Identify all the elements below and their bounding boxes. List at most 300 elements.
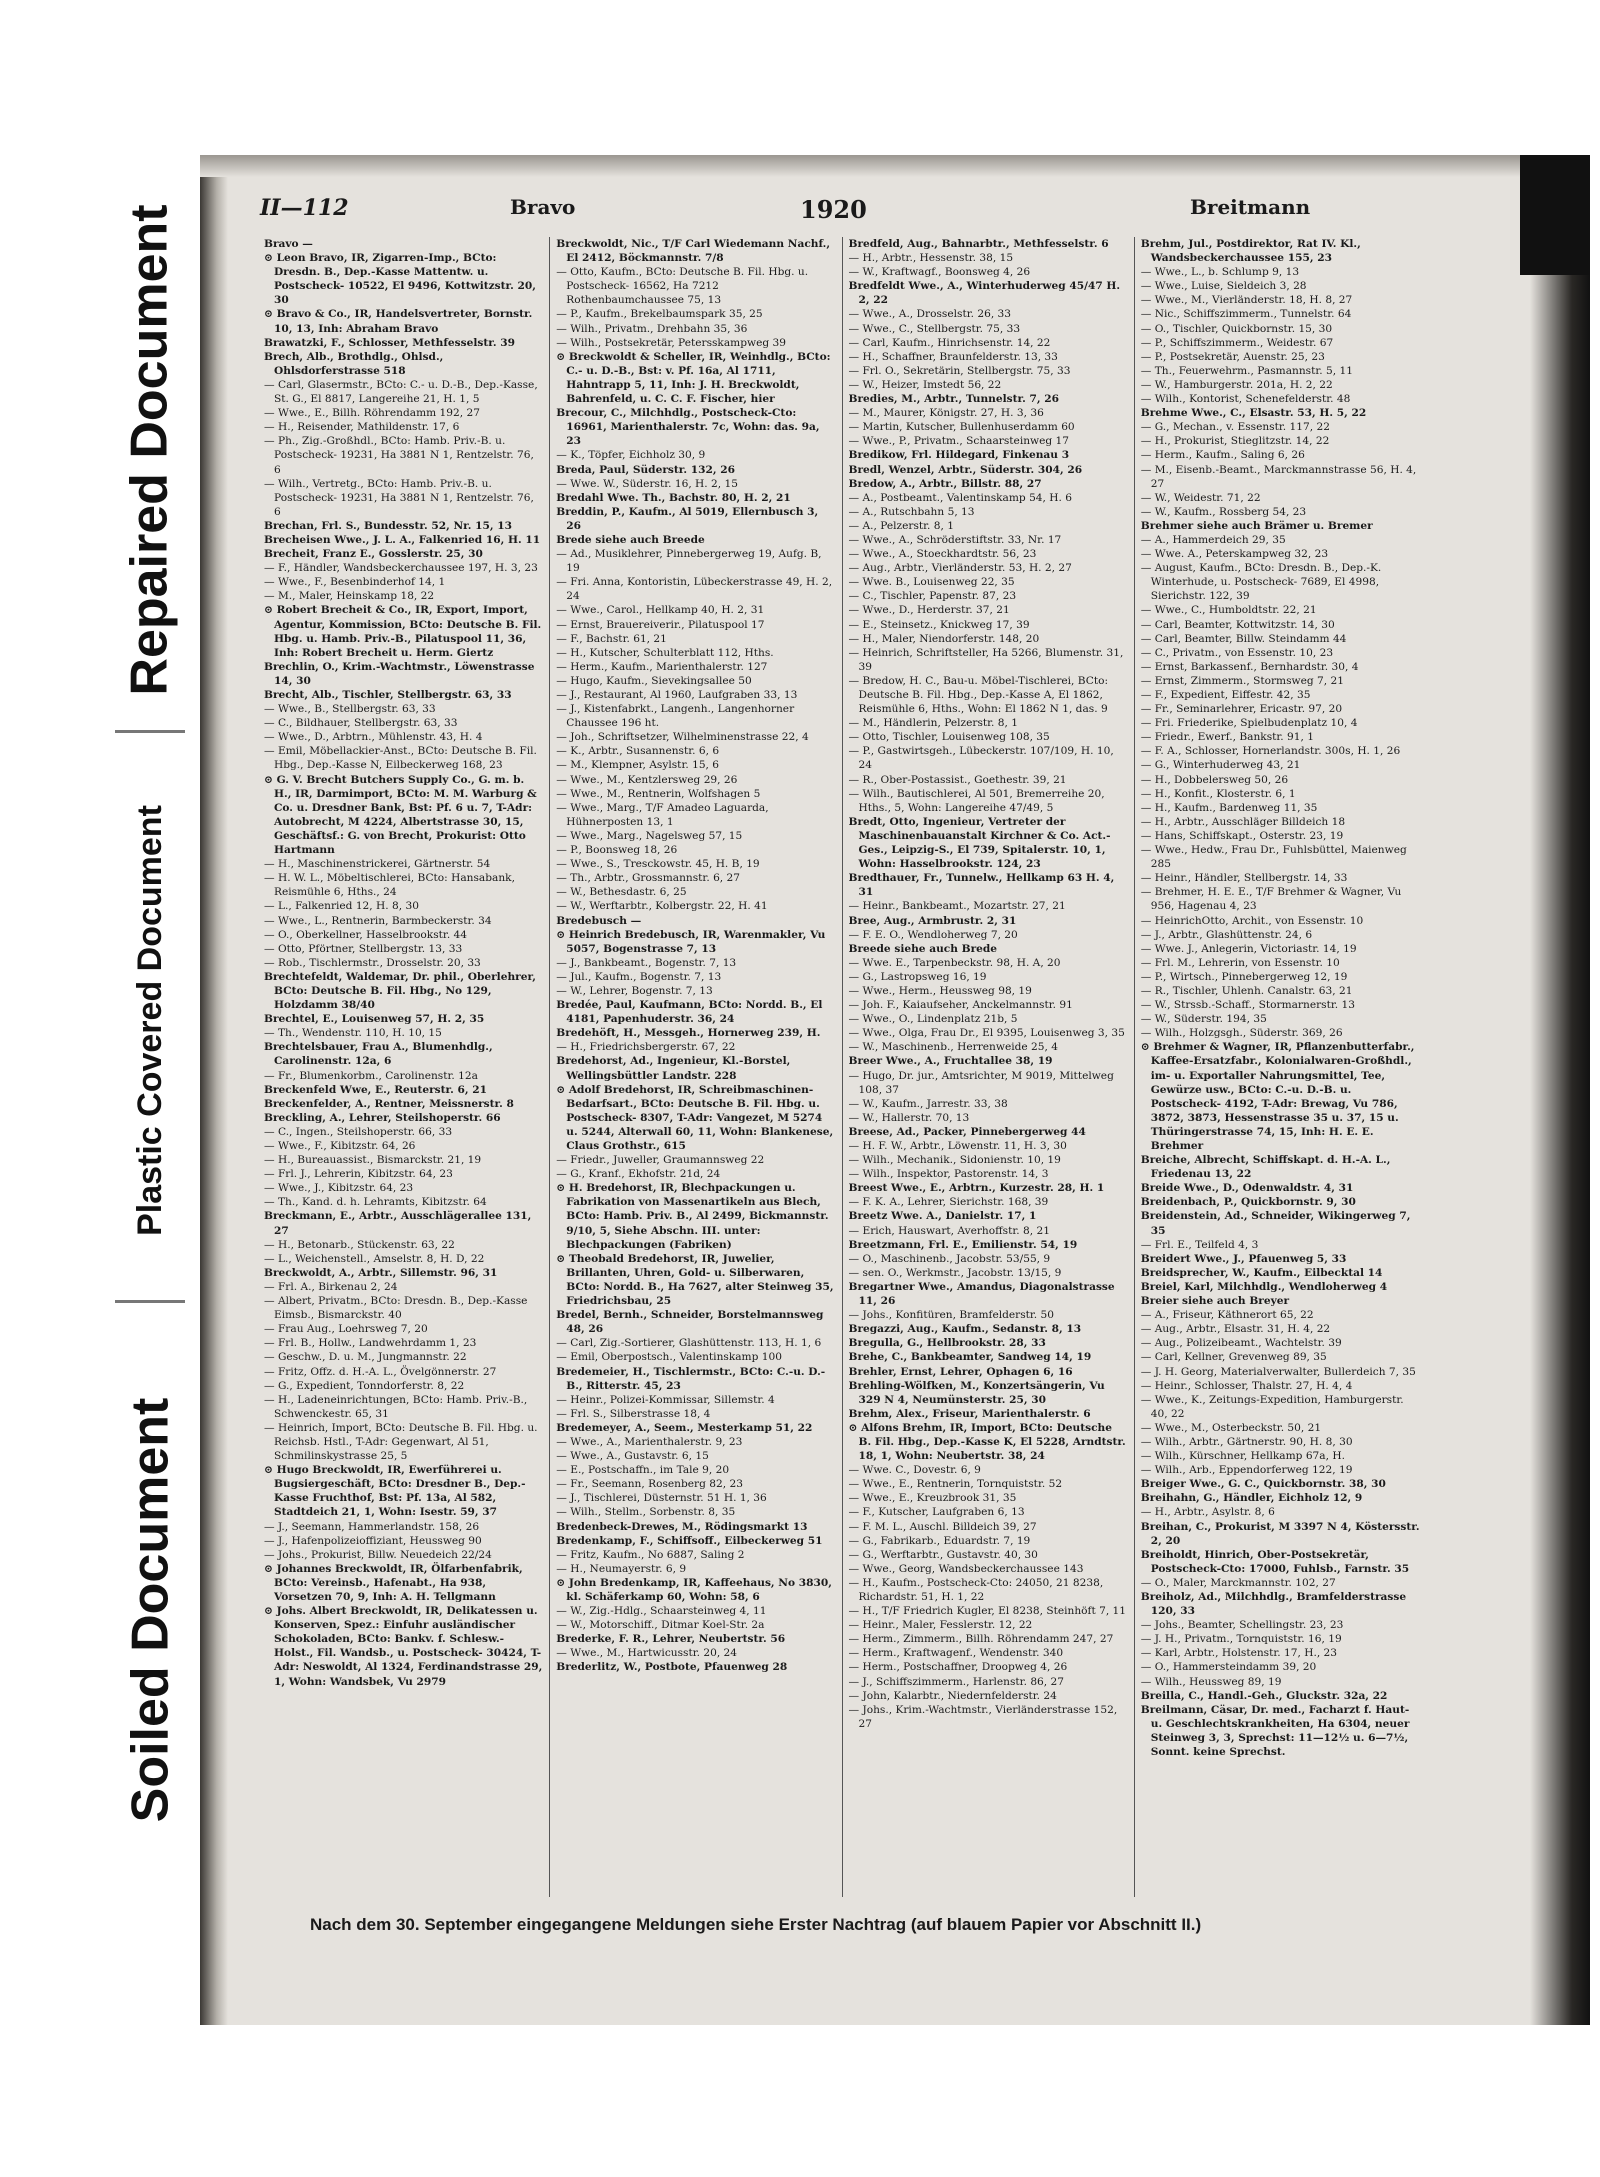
directory-entry: — Johs., Konfitüren, Bramfelderstr. 50	[848, 1309, 1055, 1322]
directory-entry: — O., Hammersteindamm 39, 20	[1140, 1661, 1317, 1674]
directory-entry: — Herm., Kaufm., Marienthalerstr. 127	[556, 660, 768, 673]
directory-entry: — Wwe., E., Kreuzbrook 31, 35	[848, 1492, 1017, 1505]
directory-entry: — Wwe., Hedw., Frau Dr., Fuhlsbüttel, Maienweg 285	[1140, 844, 1407, 871]
label-divider	[115, 730, 185, 733]
directory-entry: — J., Hafenpolizeioffiziant, Heussweg 90	[264, 1534, 482, 1547]
directory-entry: — G., Kranf., Ekhofstr. 21d, 24	[556, 1168, 721, 1181]
directory-entry: — Bredow, H. C., Bau-u. Möbel-Tischlerei, BCto: Deutsche B. Fil. Hbg., Dep.-Kasse A, El 1862, Reismühle 6, Hths., Wohn: El 1862 N 1, das. 9	[848, 674, 1109, 716]
directory-entry: ⊙ Adolf Bredehorst, IR, Schreibmaschinen-Bedarfsart., BCto: Deutsche B. Fil. Hbg. u. Postscheck- 8307, T-Adr: Vangezet, M 5274 u. 5244, Alterwall 60, 11, Wohn: Blankenese, Claus Grothstr., 615	[556, 1083, 834, 1152]
repaired-label-text: Repaired Document	[121, 204, 179, 696]
directory-entry: Brecht, Alb., Tischler, Stellbergstr. 63, 33	[264, 689, 512, 701]
directory-entry: — G., Winterhuderweg 43, 21	[1140, 759, 1301, 772]
directory-entry: Brecour, C., Milchhdlg., Postscheck-Cto: 16961, Marienthalerstr. 7c, Wohn: das. 9a, 23	[556, 407, 820, 448]
directory-entry: — K., Töpfer, Eichholz 30, 9	[556, 449, 706, 462]
directory-entry: — Wilh., Inspektor, Pastorenstr. 14, 3	[848, 1168, 1049, 1181]
directory-entry: Bregartner Wwe., Amandus, Diagonalstrasse 11, 26	[848, 1280, 1115, 1308]
page-top-edge	[200, 155, 1590, 177]
directory-entry: Breetzmann, Frl. E., Emilienstr. 54, 19	[848, 1238, 1078, 1251]
directory-entry: — Nic., Schiffszimmerm., Tunnelstr. 64	[1140, 308, 1352, 321]
directory-entry: — Herm., Kaufm., Saling 6, 26	[1140, 449, 1305, 462]
directory-entry: — W., Lehrer, Bogenstr. 7, 13	[556, 984, 713, 997]
directory-entry: — H. W. L., Möbeltischlerei, BCto: Hansabank, Reismühle 6, Hths., 24	[264, 872, 515, 899]
scanned-page	[200, 155, 1590, 2025]
directory-entry: Bredemeyer, A., Seem., Mesterkamp 51, 22	[556, 1421, 813, 1434]
directory-entry: Bravo —	[264, 238, 313, 250]
directory-entry: — O., Maler, Marckmannstr. 102, 27	[1140, 1576, 1336, 1589]
directory-entry: — Carl, Glasermstr., BCto: C.- u. D.-B., Dep.-Kasse, St. G., El 8817, Langereihe 21, H. 1, 5	[264, 378, 538, 406]
directory-entry: Breidert Wwe., J., Pfauenweg 5, 33	[1140, 1252, 1347, 1265]
directory-entry: — Wwe., S., Tresckowstr. 45, H. B, 19	[556, 858, 760, 871]
directory-entry: — F. E. O., Wendloherweg 7, 20	[848, 928, 1018, 941]
directory-entry: Brech, Alb., Brothdlg., Ohlsd., Ohlsdorferstrasse 518	[264, 350, 444, 377]
directory-entry: — Wilh., Bautischlerei, Al 501, Bremerreihe 20, Hths., 5, Wohn: Langereihe 47/49, 5	[848, 787, 1105, 814]
directory-entry: — Wwe., A., Marienthalerstr. 9, 23	[556, 1435, 743, 1448]
directory-entry: ⊙ Bravo & Co., IR, Handelsvertreter, Bornstr. 10, 13, Inh: Abraham Bravo	[264, 308, 533, 335]
directory-entry: — Ernst, Brauereiverir., Pilatuspool 17	[556, 618, 765, 631]
directory-entry: — Wwe., F., Kibitzstr. 64, 26	[264, 1140, 416, 1152]
directory-entry: — Fr., Seemann, Rosenberg 82, 23	[556, 1478, 743, 1491]
directory-entry: ⊙ Johannes Breckwoldt, IR, Ölfarbenfabrik, BCto: Vereinsb., Hafenabt., Ha 938, Vorsetzen 70, 9, Inh: A. H. Tellgmann	[264, 1562, 523, 1603]
directory-entry: Breese, Ad., Packer, Pinnebergerweg 44	[848, 1125, 1086, 1138]
dark-corner	[1520, 155, 1590, 275]
directory-entry: — W., Motorschiff., Ditmar Koel-Str. 2a	[556, 1619, 765, 1632]
directory-entry: — Wwe., E., Rentnerin, Tornquiststr. 52	[848, 1478, 1063, 1491]
directory-entry: — F. K. A., Lehrer, Sierichstr. 168, 39	[848, 1196, 1049, 1209]
directory-entry: — P., Boonsweg 18, 26	[556, 844, 678, 857]
directory-entry: — Otto, Tischler, Louisenweg 108, 35	[848, 731, 1050, 744]
directory-entry: — Hans, Schiffskapt., Osterstr. 23, 19	[1140, 829, 1344, 842]
directory-entry: — Wwe., D., Arbtrn., Mühlenstr. 43, H. 4	[264, 731, 483, 744]
directory-entry: Bregazzi, Aug., Kaufm., Sedanstr. 8, 13	[848, 1323, 1082, 1336]
directory-entry: — W., Maschinenb., Herrenweide 25, 4	[848, 1041, 1058, 1054]
directory-entry: ⊙ G. V. Brecht Butchers Supply Co., G. m. b. H., IR, Darmimport, BCto: M. M. Warburg & Co. u. Dresdner Bank, Bst: Pf. 6 u. 7, T-Adr: Autobrecht, M 4224, Albertstrasse 30, 15, Geschäftsf.: G. von Brecht, Prokurist: Otto Hartmann	[264, 773, 537, 857]
directory-entry: Breiche, Albrecht, Schiffskapt. d. H.-A. L., Friedenau 13, 22	[1140, 1154, 1391, 1181]
directory-entry: Brechtefeldt, Waldemar, Dr. phil., Oberlehrer, BCto: Deutsche B. Fil. Hbg., No 129, Holzdamm 38/40	[264, 970, 536, 1012]
directory-entry: — Wwe., Carol., Hellkamp 40, H. 2, 31	[556, 604, 765, 617]
directory-entry: — E., Steinsetz., Knickweg 17, 39	[848, 618, 1030, 631]
directory-entry: — W., Werftarbtr., Kolbergstr. 22, H. 41	[556, 900, 768, 913]
directory-entry: — Karl, Arbtr., Holstenstr. 17, H., 23	[1140, 1647, 1338, 1660]
directory-entry: — Herm., Postschaffner, Droopweg 4, 26	[848, 1661, 1068, 1674]
directory-entry: — Wwe., P., Privatm., Schaarsteinweg 17	[848, 435, 1070, 448]
column-3	[842, 237, 1134, 1897]
directory-entry: — G., Lastropsweg 16, 19	[848, 970, 987, 983]
directory-entry: — Emil, Oberpostsch., Valentinskamp 100	[556, 1351, 782, 1364]
directory-entry: — H., Kutscher, Schulterblatt 112, Hths.	[556, 646, 774, 659]
directory-entry: Breckwoldt, A., Arbtr., Sillemstr. 96, 31	[264, 1266, 498, 1279]
directory-entry: Bredahl Wwe. Th., Bachstr. 80, H. 2, 21	[556, 491, 791, 504]
directory-entry: — Th., Arbtr., Grossmannstr. 6, 27	[556, 872, 741, 885]
directory-entry: — Wwe., E., Billh. Röhrendamm 192, 27	[264, 407, 480, 420]
column-1	[258, 237, 549, 1897]
directory-entry: — Heinr., Maler, Fesslerstr. 12, 22	[848, 1619, 1033, 1632]
directory-entry: Brechtelsbauer, Frau A., Blumenhdlg., Carolinenstr. 12a, 6	[264, 1041, 493, 1068]
directory-entry: Breddin, P., Kaufm., Al 5019, Ellernbusch 3, 26	[556, 505, 819, 532]
directory-entry: — Wwe. W., Süderstr. 16, H. 2, 15	[556, 477, 738, 490]
directory-entry: — W., Hamburgerstr. 201a, H. 2, 22	[1140, 378, 1333, 391]
directory-entry: Brechtel, E., Louisenweg 57, H. 2, 35	[264, 1013, 485, 1026]
directory-entry: — W., Hallerstr. 70, 13	[848, 1111, 970, 1124]
directory-entry: — August, Kaufm., BCto: Dresdn. B., Dep.-K. Winterhude, u. Postscheck- 7689, El 4998, Sierichstr. 122, 39	[1140, 562, 1382, 603]
directory-entry: — P., Schiffszimmerm., Weidestr. 67	[1140, 336, 1334, 349]
directory-entry: — W., Zig.-Hdlg., Schaarsteinweg 4, 11	[556, 1605, 767, 1618]
directory-entry: ⊙ John Bredenkamp, IR, Kaffeehaus, No 3830, kl. Schäferkamp 60, Wohn: 58, 6	[556, 1576, 832, 1603]
directory-entry: ⊙ Breckwoldt & Scheller, IR, Weinhdlg., BCto: C.- u. D.-B., Bst: v. Pf. 16a, Al 1711, Hahntrapp 5, 11, Inh: J. H. Breckwoldt, Bahrenfeld, u. C. C. F. Fischer, hier	[556, 350, 831, 406]
directory-entry: — Fritz, Kaufm., No 6887, Saling 2	[556, 1548, 745, 1561]
soiled-document-label	[110, 1300, 190, 1920]
directory-entry: Brehmer siehe auch Brämer u. Bremer	[1140, 519, 1373, 532]
directory-entry: — Wwe., Luise, Sieldeich 3, 28	[1140, 280, 1307, 293]
directory-entry: — Herm., Zimmerm., Billh. Röhrendamm 247, 27	[848, 1633, 1114, 1646]
directory-entry: — L., Weichenstell., Amselstr. 8, H. D, 22	[264, 1252, 485, 1265]
directory-entry: — Heinr., Schlosser, Thalstr. 27, H. 4, 4	[1140, 1379, 1353, 1392]
directory-entry: Bredée, Paul, Kaufmann, BCto: Nordd. B., El 4181, Papenhuderstr. 36, 24	[556, 999, 823, 1026]
directory-entry: — Emil, Möbellackier-Anst., BCto: Deutsche B. Fil. Hbg., Dep.-Kasse N, Eilbeckerweg 168, 23	[264, 745, 537, 772]
directory-entry: — W., Süderstr. 194, 35	[1140, 1013, 1267, 1026]
directory-entry: — J., Restaurant, Al 1960, Laufgraben 33, 13	[556, 689, 798, 701]
directory-entry: — Wwe., M., Osterbeckstr. 50, 21	[1140, 1421, 1322, 1434]
directory-entry: — M., Eisenb.-Beamt., Marckmannstrasse 56, H. 4, 27	[1140, 463, 1417, 490]
directory-entry: Breiholdt, Hinrich, Ober-Postsekretär, Postscheck-Cto: 17000, Fuhlsb., Farnstr. 35	[1140, 1548, 1410, 1575]
directory-entry: — H., Arbtr., Asylstr. 8, 6	[1140, 1506, 1275, 1519]
directory-columns	[258, 237, 1426, 1897]
directory-entry: Bredehorst, Ad., Ingenieur, Kl.-Borstel, Wellingsbüttler Landstr. 228	[556, 1055, 791, 1082]
directory-entry: Breihahn, G., Händler, Eichholz 12, 9	[1140, 1492, 1363, 1505]
directory-entry: Bredl, Wenzel, Arbtr., Süderstr. 304, 26	[848, 463, 1083, 476]
directory-entry: — Wilh., Vertretg., BCto: Hamb. Priv.-B. u. Postscheck- 19231, Ha 3881 N 1, Rentzelstr. 76, 6	[264, 477, 534, 518]
directory-entry: — Erich, Hauswart, Averhoffstr. 8, 21	[848, 1224, 1050, 1237]
directory-entry: Brehe, C., Bankbeamter, Sandweg 14, 19	[848, 1351, 1092, 1364]
directory-entry: — Ph., Zig.-Großhdl., BCto: Hamb. Priv.-B. u. Postscheck- 19231, Ha 3881 N 1, Rentzelstr. 76, 6	[264, 435, 534, 476]
directory-entry: Breckmann, E., Arbtr., Ausschlägerallee 131, 27	[264, 1210, 532, 1237]
directory-entry: — R., Tischler, Uhlenh. Canalstr. 63, 21	[1140, 984, 1353, 997]
directory-entry: — Wwe., J., Kibitzstr. 64, 23	[264, 1182, 414, 1195]
directory-entry: — Joh., Schriftsetzer, Wilhelminenstrasse 22, 4	[556, 731, 809, 744]
directory-entry: — W., Weidestr. 71, 22	[1140, 491, 1261, 504]
directory-entry: — M., Maler, Heinskamp 18, 22	[264, 590, 435, 603]
directory-entry: Breide Wwe., D., Odenwaldstr. 4, 31	[1140, 1182, 1354, 1195]
directory-entry: — Wilh., Kürschner, Hellkamp 67a, H.	[1140, 1450, 1345, 1463]
directory-entry: — Wwe., A., Gustavstr. 6, 15	[556, 1450, 709, 1463]
directory-entry: Breckling, A., Lehrer, Steilshoperstr. 66	[264, 1111, 501, 1124]
directory-entry: ⊙ Hugo Breckwoldt, IR, Ewerführerei u. Bugsiergeschäft, BCto: Dresdner B., Dep.-Kasse Fruchthof, Bst: Pf. 13a, Al 582, Stadtdeich 21, 1, Wohn: Isestr. 59, 37	[264, 1464, 526, 1519]
directory-entry: — Wwe., M., Hartwicusstr. 20, 24	[556, 1647, 738, 1660]
directory-entry: — Wilh., Heussweg 89, 19	[1140, 1675, 1282, 1688]
directory-entry: — G., Mechan., v. Essenstr. 117, 22	[1140, 421, 1330, 434]
directory-entry: Brehling-Wölfken, M., Konzertsängerin, Vu 329 N 4, Neumünsterstr. 25, 30	[848, 1379, 1105, 1406]
directory-entry: — Wwe., M., Kentzlersweg 29, 26	[556, 773, 738, 786]
directory-entry: — J., Seemann, Hammerlandstr. 158, 26	[264, 1520, 480, 1533]
directory-entry: — G., Expedient, Tonndorferstr. 8, 22	[264, 1379, 465, 1392]
directory-entry: — Wilh., Postsekretär, Petersskampweg 39	[556, 336, 786, 349]
directory-entry: Brechan, Frl. S., Bundesstr. 52, Nr. 15, 13	[264, 519, 512, 532]
directory-entry: — H. F. W., Arbtr., Löwenstr. 11, H. 3, 30	[848, 1140, 1067, 1152]
directory-entry: — Wwe., K., Zeitungs-Expedition, Hamburgerstr. 40, 22	[1140, 1393, 1404, 1420]
directory-entry: — H., Dobbelersweg 50, 26	[1140, 773, 1289, 786]
directory-entry: — H., Betonarb., Stückenstr. 63, 22	[264, 1238, 455, 1251]
directory-entry: Bredenbeck-Drewes, M., Rödingsmarkt 13	[556, 1520, 808, 1533]
directory-entry: — Ad., Musiklehrer, Pinnebergerweg 19, Aufg. B, 19	[556, 548, 822, 575]
directory-entry: — Frl. B., Hollw., Landwehrdamm 1, 23	[264, 1337, 477, 1350]
directory-year: 1920	[800, 195, 867, 224]
directory-entry: — Carl, Kellner, Grevenweg 89, 35	[1140, 1351, 1327, 1364]
directory-entry: — Ernst, Zimmerm., Stormsweg 7, 21	[1140, 674, 1344, 687]
directory-entry: ⊙ H. Bredehorst, IR, Blechpackungen u. Fabrikation von Massenartikeln aus Blech, BCto: Hamb. Priv. B., Al 2499, Bickmannstr. 9/10, 5, Siehe Abschn. III. unter: Blechpackungen (Fabriken)	[556, 1182, 829, 1251]
directory-entry: — O., Tischler, Quickbornstr. 15, 30	[1140, 322, 1333, 335]
directory-entry: Breiholz, Ad., Milchhdlg., Bramfelderstrasse 120, 33	[1140, 1591, 1407, 1618]
directory-entry: — Wwe. A., Peterskampweg 32, 23	[1140, 548, 1329, 561]
directory-entry: — Wwe., Olga, Frau Dr., El 9395, Louisenweg 3, 35	[848, 1027, 1125, 1040]
directory-entry: Brecheisen Wwe., J. L. A., Falkenried 16, H. 11	[264, 533, 541, 546]
directory-entry: — A., Rutschbahn 5, 13	[848, 505, 975, 518]
directory-entry: — Brehmer, H. E. E., T/F Brehmer & Wagner, Vu 956, Hagenau 4, 23	[1140, 886, 1402, 913]
footer-note: Nach dem 30. September eingegangene Meldungen siehe Erster Nachtrag (auf blauem Papier vor Abschnitt II.)	[310, 1915, 1202, 1934]
directory-entry: — HeinrichOtto, Archit., von Essenstr. 10	[1140, 914, 1364, 927]
directory-entry: ⊙ Robert Brecheit & Co., IR, Export, Import, Agentur, Kommission, BCto: Deutsche B. Fil. Hbg. u. Hamb. Priv.-B., Pilatuspool 11, 36, Inh: Robert Brecheit u. Herm. Giertz	[264, 604, 542, 659]
directory-entry: ⊙ Theobald Bredehorst, IR, Juwelier, Brillanten, Uhren, Gold- u. Silberwaren, BCto: Nordd. B., Ha 7627, alter Steinweg 35, Friedrichsbau, 25	[556, 1252, 834, 1308]
directory-entry: — John, Kalarbtr., Niedernfelderstr. 24	[848, 1689, 1057, 1702]
directory-entry: Breidsprecher, W., Kaufm., Eilbecktal 14	[1140, 1266, 1383, 1279]
directory-entry: — Fri. Anna, Kontoristin, Lübeckerstrasse 49, H. 2, 24	[556, 576, 833, 603]
directory-entry: — Fr., Blumenkorbm., Carolinenstr. 12a	[264, 1069, 478, 1082]
directory-entry: — G., Werftarbtr., Gustavstr. 40, 30	[848, 1548, 1038, 1561]
directory-entry: — C., Privatm., von Essenstr. 10, 23	[1140, 646, 1334, 659]
directory-entry: — P., Postsekretär, Auenstr. 25, 23	[1140, 350, 1325, 363]
directory-entry: — A., Pelzerstr. 8, 1	[848, 519, 954, 532]
directory-entry: — Wilh., Privatm., Drehbahn 35, 36	[556, 322, 748, 335]
directory-entry: — Frl. S., Silberstrasse 18, 4	[556, 1407, 711, 1420]
directory-entry: — Th., Wendenstr. 110, H. 10, 15	[264, 1027, 442, 1040]
directory-entry: Bredebusch —	[556, 914, 642, 927]
directory-entry: — Johs., Beamter, Schellingstr. 23, 23	[1140, 1619, 1344, 1632]
directory-entry: Bredel, Bernh., Schneider, Borstelmannsweg 48, 26	[556, 1309, 824, 1336]
binding-shadow	[200, 155, 228, 2025]
directory-entry: — Carl, Beamter, Kottwitzstr. 14, 30	[1140, 618, 1335, 631]
directory-entry: Bredikow, Frl. Hildegard, Finkenau 3	[848, 449, 1070, 462]
directory-entry: — J. H. Georg, Materialverwalter, Bullerdeich 7, 35	[1140, 1365, 1416, 1378]
directory-entry: — Rob., Tischlermstr., Drosselstr. 20, 33	[264, 956, 481, 969]
directory-entry: Bredemeier, H., Tischlermstr., BCto: C.-u. D.-B., Ritterstr. 45, 23	[556, 1365, 826, 1392]
directory-entry: Breidenbach, P., Quickbornstr. 9, 30	[1140, 1196, 1356, 1209]
directory-entry: Breiger Wwe., G. C., Quickbornstr. 38, 30	[1140, 1478, 1386, 1491]
directory-entry: — Friedr., Juweller, Graumannsweg 22	[556, 1154, 765, 1167]
directory-entry: — H., Ladeneinrichtungen, BCto: Hamb. Priv.-B., Schwenckestr. 65, 31	[264, 1393, 528, 1420]
directory-entry: Bredfeldt Wwe., A., Winterhuderweg 45/47 H. 2, 22	[848, 280, 1121, 307]
directory-entry: Breest Wwe., E., Arbtrn., Kurzestr. 28, H. 1	[848, 1182, 1105, 1195]
directory-entry: Bredfeld, Aug., Bahnarbtr., Methfesselstr. 6	[848, 238, 1109, 250]
directory-entry: — Joh. F., Kaiaufseher, Anckelmannstr. 91	[848, 999, 1073, 1012]
directory-entry: — Wilh., Stellm., Sorbenstr. 8, 35	[556, 1506, 736, 1519]
directory-entry: — W., Kraftwagf., Boonsweg 4, 26	[848, 266, 1031, 279]
directory-entry: Breckwoldt, Nic., T/F Carl Wiedemann Nachf., El 2412, Böckmannstr. 7/8	[556, 238, 831, 265]
directory-entry: — H., Neumayerstr. 6, 9	[556, 1562, 687, 1575]
directory-entry: — Geschw., D. u. M., Jungmannstr. 22	[264, 1351, 467, 1364]
head-last-entry: Breitmann	[1190, 195, 1311, 219]
directory-entry: — Aug., Arbtr., Elsastr. 31, H. 4, 22	[1140, 1323, 1331, 1336]
directory-entry: — Hugo, Kaufm., Sievekingsallee 50	[556, 674, 752, 687]
directory-entry: — Wwe., Marg., Nagelsweg 57, 15	[556, 829, 743, 842]
directory-entry: Brechlin, O., Krim.-Wachtmstr., Löwenstrasse 14, 30	[264, 660, 535, 687]
directory-entry: — Heinr., Polizei-Kommissar, Sillemstr. 4	[556, 1393, 775, 1406]
directory-entry: — Th., Kand. d. h. Lehramts, Kibitzstr. 64	[264, 1196, 487, 1209]
directory-entry: — C., Ingen., Steilshoperstr. 66, 33	[264, 1125, 453, 1138]
directory-entry: — Fri. Friederike, Spielbudenplatz 10, 4	[1140, 717, 1358, 730]
directory-entry: — P., Wirtsch., Pinnebergerweg 12, 19	[1140, 970, 1348, 983]
directory-entry: — K., Arbtr., Susannenstr. 6, 6	[556, 745, 720, 758]
directory-entry: — F., Kutscher, Laufgraben 6, 13	[848, 1506, 1025, 1519]
column-2	[549, 237, 841, 1897]
directory-entry: — O., Maschinenb., Jacobstr. 53/55, 9	[848, 1252, 1051, 1265]
directory-entry: — Wwe., D., Herderstr. 37, 21	[848, 604, 1010, 617]
directory-entry: — L., Falkenried 12, H. 8, 30	[264, 900, 419, 913]
directory-entry: — Carl, Kaufm., Hinrichsenstr. 14, 22	[848, 336, 1051, 349]
directory-entry: — Wwe., B., Stellbergstr. 63, 33	[264, 703, 436, 716]
directory-entry: — H., Arbtr., Ausschläger Billdeich 18	[1140, 815, 1346, 828]
directory-entry: Bredt, Otto, Ingenieur, Vertreter der Maschinenbauanstalt Kirchner & Co. Act.-Ges., Leipzig-S., El 739, Spitalerstr. 10, 1, Wohn: Hasselbrookstr. 124, 23	[848, 815, 1111, 871]
directory-entry: — J., Schiffszimmerm., Harlenstr. 86, 27	[848, 1675, 1065, 1688]
directory-entry: Bregulla, G., Hellbrookstr. 28, 33	[848, 1337, 1046, 1350]
directory-entry: — Carl, Beamter, Billw. Steindamm 44	[1140, 632, 1347, 645]
directory-entry: Brehme Wwe., C., Elsastr. 53, H. 5, 22	[1140, 407, 1367, 420]
directory-entry: ⊙ Johs. Albert Breckwoldt, IR, Delikatessen u. Konserven, Spez.: Einfuhr ausländischer Schokoladen, BCto: Bankv. f. Schlesw.-Holst., Fil. Wandsb., u. Postscheck- 30424, T-Adr: Neswoldt, Al 1324, Ferdinandstrasse 29, 1, Wohn: Wandsbek, Vu 2979	[264, 1605, 543, 1688]
page-number: II—112	[260, 195, 349, 221]
directory-entry: — Hugo, Dr. jur., Amtsrichter, M 9019, Mittelweg 108, 37	[848, 1069, 1114, 1096]
directory-entry: — Th., Feuerwehrm., Pasmannstr. 5, 11	[1140, 364, 1353, 377]
directory-entry: — F., Händler, Wandsbeckerchaussee 197, H. 3, 23	[264, 562, 538, 575]
directory-entry: — W., Heizer, Imstedt 56, 22	[848, 378, 1002, 391]
directory-entry: — Martin, Kutscher, Bullenhuserdamm 60	[848, 421, 1075, 434]
directory-entry: Brederke, F. R., Lehrer, Neubertstr. 56	[556, 1633, 786, 1646]
directory-entry: — E., Postschaffn., im Tale 9, 20	[556, 1464, 730, 1477]
directory-entry: — Wilh., Kontorist, Schenefelderstr. 48	[1140, 393, 1351, 406]
directory-entry: — H., Konfit., Klosterstr. 6, 1	[1140, 787, 1296, 800]
directory-entry: — Friedr., Ewerf., Bankstr. 91, 1	[1140, 731, 1314, 744]
directory-entry: — Wwe. B., Louisenweg 22, 35	[848, 576, 1015, 589]
directory-entry: — Wwe., M., Rentnerin, Wolfshagen 5	[556, 787, 761, 800]
directory-entry: — F., Bachstr. 61, 21	[556, 632, 667, 645]
directory-entry: — Wilh., Arbtr., Gärtnerstr. 90, H. 8, 30	[1140, 1435, 1353, 1448]
directory-entry: Breilla, C., Handl.-Geh., Gluckstr. 32a, 22	[1140, 1689, 1388, 1702]
directory-entry: — Heinrich, Import, BCto: Deutsche B. Fil. Hbg. u. Reichsb. Hstl., T-Adr: Gegenwart, Al 51, Schmilinskystrasse 25, 5	[264, 1421, 538, 1463]
plastic-label-text: Plastic Covered Document	[130, 804, 169, 1236]
directory-entry: — Wilh., Mechanik., Sidonienstr. 10, 19	[848, 1154, 1061, 1167]
directory-entry: — H., Friedrichsbergerstr. 67, 22	[556, 1041, 736, 1054]
directory-entry: — Fr., Seminarlehrer, Ericastr. 97, 20	[1140, 703, 1343, 716]
column-4	[1134, 237, 1426, 1897]
directory-entry: — Wilh., Holzgsgh., Süderstr. 369, 26	[1140, 1027, 1343, 1040]
directory-entry: Bree, Aug., Armbrustr. 2, 31	[848, 914, 1017, 927]
directory-entry: — Otto, Kaufm., BCto: Deutsche B. Fil. Hbg. u. Postscheck- 16562, Ha 7212 Rothenbaumchaussee 75, 13	[556, 266, 809, 307]
directory-entry: — M., Klempner, Asylstr. 15, 6	[556, 759, 720, 772]
directory-entry: — Herm., Kraftwagenf., Wendenstr. 340	[848, 1647, 1064, 1660]
directory-entry: — H., Prokurist, Stieglitzstr. 14, 22	[1140, 435, 1330, 448]
directory-entry: Bredehöft, H., Messgeh., Hornerweg 239, H.	[556, 1027, 821, 1040]
running-head	[260, 195, 1420, 225]
directory-entry: — Wwe., Herm., Heussweg 98, 19	[848, 984, 1032, 997]
directory-entry: — C., Bildhauer, Stellbergstr. 63, 33	[264, 717, 458, 730]
directory-entry: — J., Tischlerei, Düsternstr. 51 H. 1, 36	[556, 1492, 767, 1505]
directory-entry: — Johs., Krim.-Wachtmstr., Vierländerstrasse 152, 27	[848, 1703, 1118, 1730]
directory-entry: — Frl. A., Birkenau 2, 24	[264, 1280, 398, 1293]
directory-entry: — Heinr., Bankbeamt., Mozartstr. 27, 21	[848, 900, 1066, 913]
directory-entry: — Wwe., Georg, Wandsbeckerchaussee 143	[848, 1562, 1084, 1575]
directory-entry: Brehm, Jul., Postdirektor, Rat IV. Kl., Wandsbeckerchaussee 155, 23	[1140, 238, 1361, 265]
directory-entry: Bredenkamp, F., Schiffsoff., Eilbeckerweg 51	[556, 1534, 823, 1547]
directory-entry: — H., Reisender, Mathildenstr. 17, 6	[264, 421, 460, 434]
directory-entry: — F. M. L., Auschl. Billdeich 39, 27	[848, 1520, 1037, 1533]
directory-entry: Brede siehe auch Breede	[556, 533, 705, 546]
head-first-entry: Bravo	[510, 195, 576, 219]
directory-entry: ⊙ Leon Bravo, IR, Zigarren-Imp., BCto: Dresdn. B., Dep.-Kasse Mattentw. u. Postscheck- 10522, El 9496, Kottwitzstr. 20, 30	[264, 252, 536, 307]
directory-entry: — A., Postbeamt., Valentinskamp 54, H. 6	[848, 491, 1072, 504]
plastic-covered-document-label	[110, 740, 190, 1300]
directory-entry: Brawatzki, F., Schlosser, Methfesselstr. 39	[264, 336, 515, 349]
directory-entry: — Wwe., L., Rentnerin, Barmbeckerstr. 34	[264, 914, 492, 927]
repaired-document-label	[110, 180, 190, 720]
directory-entry: Breda, Paul, Süderstr. 132, 26	[556, 463, 735, 476]
directory-entry: Breihan, C., Prokurist, M 3397 N 4, Köstersstr. 2, 20	[1140, 1520, 1420, 1547]
directory-entry: Breer Wwe., A., Fruchtallee 38, 19	[848, 1055, 1053, 1068]
directory-entry: — Johs., Prokurist, Billw. Neuedeich 22/24	[264, 1548, 492, 1561]
directory-entry: — Wwe., O., Lindenplatz 21b, 5	[848, 1013, 1018, 1026]
directory-entry: — M., Maurer, Königstr. 27, H. 3, 36	[848, 407, 1044, 420]
directory-entry: — O., Oberkellner, Hasselbrookstr. 44	[264, 928, 468, 941]
directory-entry: — W., Strssb.-Schaff., Stormarnerstr. 13	[1140, 999, 1355, 1012]
directory-entry: — F., Expedient, Eiffestr. 42, 35	[1140, 689, 1311, 701]
directory-entry: Brecheit, Franz E., Gosslerstr. 25, 30	[264, 548, 483, 561]
directory-entry: — Wwe., Marg., T/F Amadeo Laguarda, Hühnerposten 13, 1	[556, 801, 769, 828]
page-right-edge	[1530, 155, 1590, 2025]
directory-entry: Breilmann, Cäsar, Dr. med., Facharzt f. Haut- u. Geschlechtskrankheiten, Ha 6304, neuer Steinweg 3, 3, Sprechst: 11—12½ u. 6—7½, Sonnt. keine Sprechst.	[1140, 1703, 1410, 1759]
directory-entry: — R., Ober-Postassist., Goethestr. 39, 21	[848, 773, 1067, 786]
directory-entry: — H., Kaufm., Bardenweg 11, 35	[1140, 801, 1318, 814]
directory-entry: — Wwe., L., b. Schlump 9, 13	[1140, 266, 1300, 279]
directory-entry: — Fritz, Offz. d. H.-A. L., Övelgönnerstr. 27	[264, 1365, 497, 1378]
directory-entry: — Albert, Privatm., BCto: Dresdn. B., Dep.-Kasse Eimsb., Bismarckstr. 40	[264, 1295, 528, 1322]
directory-entry: — Wwe., F., Besenbinderhof 14, 1	[264, 576, 446, 589]
directory-entry: — A., Friseur, Käthnerort 65, 22	[1140, 1309, 1314, 1322]
directory-entry: — Aug., Arbtr., Vierländerstr. 53, H. 2, 27	[848, 562, 1072, 575]
directory-entry: — H., Schaffner, Braunfelderstr. 13, 33	[848, 350, 1058, 363]
directory-entry: Brehm, Alex., Friseur, Marienthalerstr. 6	[848, 1407, 1091, 1420]
directory-entry: — H., T/F Friedrich Kugler, El 8238, Steinhöft 7, 11	[848, 1605, 1127, 1618]
directory-entry: — C., Tischler, Papenstr. 87, 23	[848, 590, 1017, 603]
directory-entry: — Wwe., C., Humboldtstr. 22, 21	[1140, 604, 1317, 617]
directory-entry: Breckenfelder, A., Rentner, Meissnerstr. 8	[264, 1097, 514, 1110]
directory-entry: — J., Bankbeamt., Bogenstr. 7, 13	[556, 956, 737, 969]
directory-entry: Breiel, Karl, Milchhdlg., Wendloherweg 4	[1140, 1280, 1388, 1293]
directory-entry: — Jul., Kaufm., Bogenstr. 7, 13	[556, 970, 722, 983]
directory-entry: — G., Fabrikarb., Eduardstr. 7, 19	[848, 1534, 1031, 1547]
directory-entry: ⊙ Brehmer & Wagner, IR, Pflanzenbutterfabr., Kaffee-Ersatzfabr., Kolonialwaren-Großhdl., im- u. Exportaller Nahrungsmittel, Tee, Gewürze usw., BCto: C.-u. D.-B. u. Postscheck- 4192, T-Adr: Brewag, Vu 786, 3872, 3873, Hessenstrasse 35 u. 37, 15 u. Thüringerstrasse 74, 15, Inh: H. E. E. Brehmer	[1140, 1041, 1415, 1152]
directory-entry: — W., Kaufm., Rossberg 54, 23	[1140, 505, 1307, 518]
directory-entry: ⊙ Heinrich Bredebusch, IR, Warenmakler, Vu 5057, Bogenstrasse 7, 13	[556, 928, 826, 955]
directory-entry: — Wwe., M., Vierländerstr. 18, H. 8, 27	[1140, 294, 1353, 307]
directory-entry: — H., Kaufm., Postscheck-Cto: 24050, 21 8238, Richardstr. 51, H. 1, 22	[848, 1576, 1104, 1603]
directory-entry: Bredow, A., Arbtr., Billstr. 88, 27	[848, 477, 1042, 490]
directory-entry: — Wwe., C., Stellbergstr. 75, 33	[848, 322, 1021, 335]
directory-entry: — Frl. E., Teilfeld 4, 3	[1140, 1238, 1259, 1251]
directory-entry: — F. A., Schlosser, Hornerlandstr. 300s, H. 1, 26	[1140, 745, 1401, 758]
directory-entry: — J., Arbtr., Glashüttenstr. 24, 6	[1140, 928, 1313, 941]
directory-entry: — Wwe., A., Schröderstiftstr. 33, Nr. 17	[848, 533, 1062, 546]
directory-entry: — sen. O., Werkmstr., Jacobstr. 13/15, 9	[848, 1266, 1062, 1279]
directory-entry: — Frl. M., Lehrerin, von Essenstr. 10	[1140, 956, 1340, 969]
directory-entry: Breidenstein, Ad., Schneider, Wikingerweg 7, 35	[1140, 1210, 1411, 1237]
directory-entry: Breetz Wwe. A., Danielstr. 17, 1	[848, 1210, 1037, 1223]
directory-entry: — Wwe. E., Tarpenbeckstr. 98, H. A, 20	[848, 956, 1061, 969]
directory-entry: — J. H., Privatm., Tornquiststr. 16, 19	[1140, 1633, 1342, 1646]
